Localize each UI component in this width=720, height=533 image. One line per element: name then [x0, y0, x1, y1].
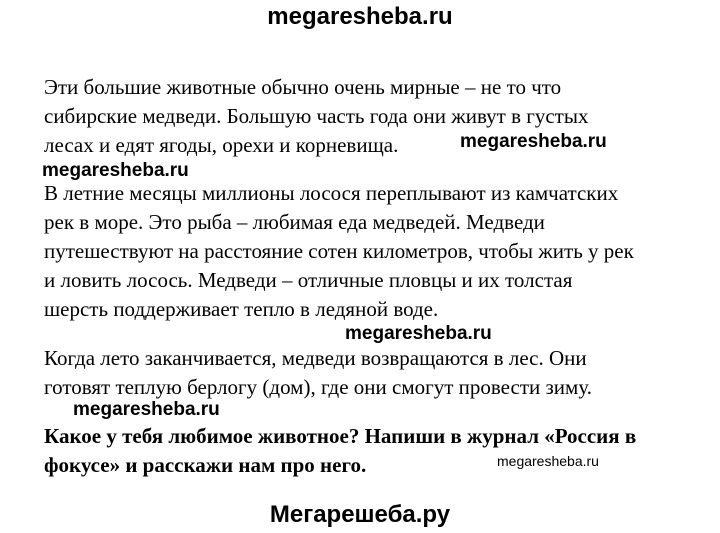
site-header: megaresheba.ru: [267, 3, 453, 30]
watermark: megaresheba.ru: [460, 131, 607, 152]
text-line: и ловить лосось. Медведи – отличные пловцы и их толстая: [44, 268, 573, 292]
watermark: megaresheba.ru: [73, 399, 220, 420]
paragraph-winter: [44, 344, 704, 402]
text-line: шерсть поддерживает тепло в ледяной воде.: [44, 297, 439, 321]
text-line: рек в море. Это рыба – любимая еда медведей. Медведи: [44, 210, 545, 234]
text-line: лесах и едят ягоды, орехи и корневища.: [44, 133, 399, 157]
paragraph-question: [44, 422, 704, 480]
text-line: Когда лето заканчивается, медведи возвращаются в лес. Они: [44, 346, 587, 370]
paragraph-salmon: [44, 179, 704, 324]
text-line: Эти большие животные обычно очень мирные – не то что: [44, 75, 562, 99]
text-line: путешествуют на расстояние сотен километров, чтобы жить у рек: [44, 239, 634, 263]
watermark: megaresheba.ru: [497, 453, 599, 469]
watermark: megaresheba.ru: [345, 323, 492, 344]
site-footer: Мегарешеба.ру: [269, 501, 451, 528]
watermark: megaresheba.ru: [42, 160, 189, 181]
text-line: Какое у тебя любимое животное? Напиши в журнал «Россия в: [44, 424, 637, 448]
text-line: сибирские медведи. Большую часть года они живут в густых: [44, 104, 589, 128]
text-line: фокусе» и расскажи нам про него.: [44, 453, 367, 477]
text-line: В летние месяцы миллионы лосося переплывают из камчатских: [44, 181, 619, 205]
text-line: готовят теплую берлогу (дом), где они смогут провести зиму.: [44, 375, 592, 399]
